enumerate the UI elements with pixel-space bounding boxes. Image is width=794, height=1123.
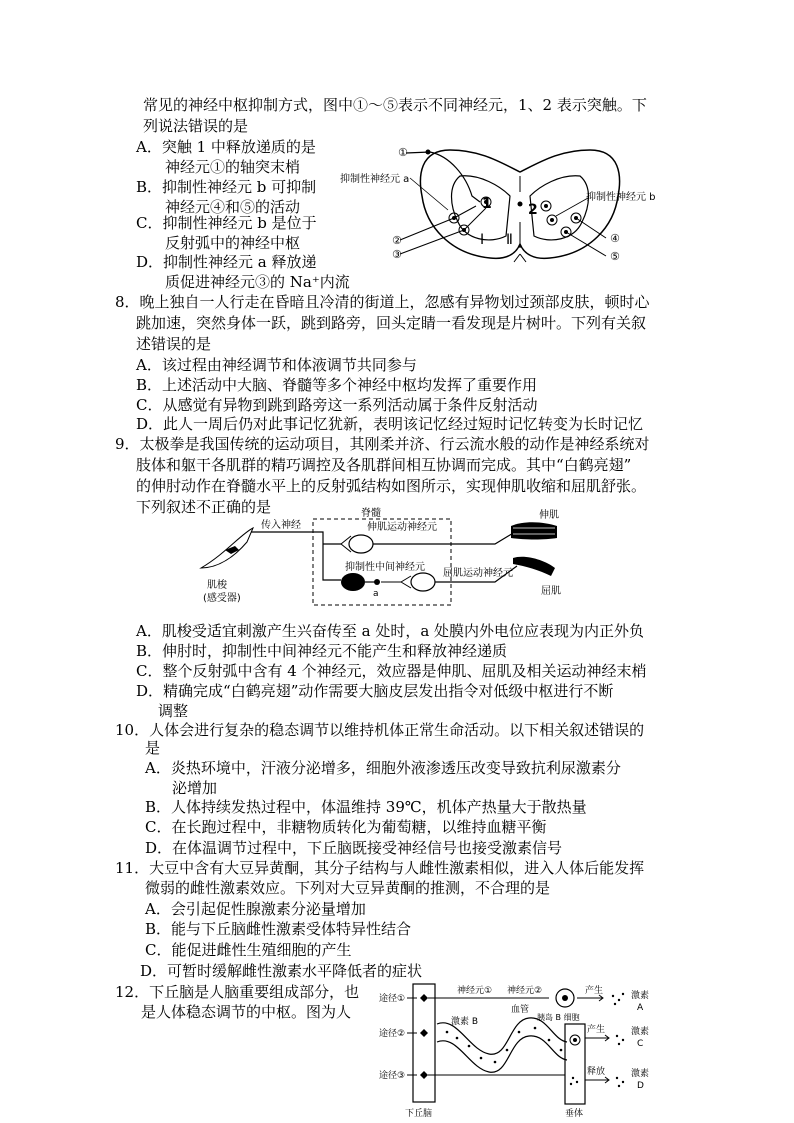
q8-option-a: A．该过程由神经调节和体液调节共同参与 bbox=[136, 356, 417, 374]
fig7-region-2: Ⅱ bbox=[506, 232, 513, 248]
q10-option-a: A．炎热环境中，汗液分泌增多，细胞外液渗透压改变导致抗利尿激素分 bbox=[145, 759, 621, 777]
q11-stem-line1: 11．大豆中含有大豆异黄酮，其分子结构与人雌性激素相似，进入人体后能发挥 bbox=[115, 859, 645, 877]
q10-option-c: C．在长跑过程中，非糖物质转化为葡萄糖，以维持血糖平衡 bbox=[145, 818, 547, 836]
fig7-label-inhib-a: 抑制性神经元 a bbox=[340, 174, 410, 185]
fig7-synapse-2: 2 bbox=[528, 202, 538, 218]
fig9-label-ext: 伸肌 bbox=[539, 510, 559, 521]
fig12-label-hormone-d: 激素 bbox=[631, 1069, 650, 1079]
fig9-label-a: a bbox=[373, 589, 379, 599]
fig7-label-n1: ① bbox=[398, 146, 408, 159]
fig7-label-n5: ⑤ bbox=[610, 250, 620, 263]
fig9-label-spinal: 脊髓 bbox=[361, 508, 381, 519]
q7-option-b-cont: 神经元④和⑤的活动 bbox=[165, 198, 301, 216]
fig12-label-hormone-a: 激素 bbox=[631, 991, 650, 1001]
fig7-synapse-1: 1 bbox=[482, 196, 492, 212]
hypothalamus-figure bbox=[377, 980, 667, 1121]
fig12-label-islet: 胰岛 B 细胞 bbox=[537, 1013, 580, 1022]
q7-stem-line1: 常见的神经中枢抑制方式，图中①～⑤表示不同神经元，1、2 表示突触。下 bbox=[143, 96, 647, 114]
q9-stem-line3: 的伸肘动作在脊髓水平上的反射弧结构如图所示，实现伸肌收缩和屈肌舒张。 bbox=[136, 477, 647, 495]
fig9-label-ext-motor: 伸肌运动神经元 bbox=[367, 522, 437, 533]
q7-option-c-cont: 反射弧中的神经中枢 bbox=[165, 234, 301, 252]
spinal-cord-figure bbox=[340, 136, 680, 266]
q8-stem-line3: 述错误的是 bbox=[136, 335, 212, 353]
fig12-label-neuron1: 神经元① bbox=[457, 986, 493, 996]
q12-stem-line2: 是人体稳态调节的中枢。图为人 bbox=[141, 1003, 352, 1021]
fig12-label-hormone-c: 激素 bbox=[631, 1027, 650, 1037]
q11-option-a: A．会引起促性腺激素分泌量增加 bbox=[145, 900, 366, 918]
q7-option-c: C．抑制性神经元 b 是位于 bbox=[136, 214, 317, 232]
q10-option-a-cont: 泌增加 bbox=[172, 779, 218, 797]
q7-option-d: D．抑制性神经元 a 释放递 bbox=[136, 253, 317, 271]
q11-stem-line2: 微弱的雌性激素效应。下列对大豆异黄酮的推测，不合理的是 bbox=[145, 879, 551, 897]
q7-option-a-cont: 神经元①的轴突末梢 bbox=[165, 158, 301, 176]
q8-option-c: C．从感觉有异物到跳到路旁这一系列活动属于条件反射活动 bbox=[136, 396, 538, 414]
fig12-label-hypo: 下丘脑 bbox=[405, 1109, 433, 1119]
q8-option-b: B．上述活动中大脑、脊髓等多个神经中枢均发挥了重要作用 bbox=[136, 376, 538, 394]
q10-stem-line1: 10．人体会进行复杂的稳态调节以维持机体正常生命活动。以下相关叙述错误的 bbox=[115, 721, 645, 739]
fig12-label-produce2: 产生 bbox=[587, 1025, 606, 1035]
q11-option-d: D．可暂时缓解雌性激素水平降低者的症状 bbox=[140, 962, 423, 980]
fig12-label-a: A bbox=[637, 1003, 644, 1013]
fig9-label-flex: 屈肌 bbox=[541, 586, 561, 597]
fig9-label-inter: 抑制性中间神经元 bbox=[345, 562, 425, 573]
q7-stem-line2: 列说法错误的是 bbox=[143, 117, 249, 135]
fig12-label-c: C bbox=[637, 1039, 644, 1049]
q10-option-d: D．在体温调节过程中，下丘脑既接受神经信号也接受激素信号 bbox=[145, 839, 563, 857]
q9-stem-line4: 下列叙述不正确的是 bbox=[136, 498, 272, 516]
q9-option-d: D．精确完成“白鹤亮翅”动作需要大脑皮层发出指令对低级中枢进行不断 bbox=[136, 682, 614, 700]
fig12-label-path3: 途径③ bbox=[379, 1071, 406, 1081]
fig12-label-vessel: 血管 bbox=[511, 1005, 530, 1015]
q9-option-b: B．伸肘时，抑制性中间神经元不能产生和释放神经递质 bbox=[136, 642, 508, 660]
fig7-label-n3: ③ bbox=[392, 248, 402, 261]
fig12-label-release: 释放 bbox=[587, 1067, 606, 1077]
q11-option-b: B．能与下丘脑雌性激素受体特异性结合 bbox=[145, 920, 412, 938]
q9-stem-line2: 肢体和躯干各肌群的精巧调控及各肌群间相互协调而完成。其中“白鹤亮翅” bbox=[136, 456, 632, 474]
fig12-label-path1: 途径① bbox=[379, 994, 406, 1004]
fig12-label-pituitary: 垂体 bbox=[565, 1109, 584, 1119]
q9-stem-line1: 9．太极拳是我国传统的运动项目，其刚柔并济、行云流水般的动作是神经系统对 bbox=[115, 435, 650, 453]
fig9-label-receptor: (感受器) bbox=[203, 593, 241, 604]
fig7-region-1: Ⅰ bbox=[480, 232, 485, 248]
q9-option-c: C．整个反射弧中含有 4 个神经元，效应器是伸肌、屈肌及相关运动神经末梢 bbox=[136, 662, 647, 680]
fig7-label-n2: ② bbox=[392, 234, 402, 247]
fig12-label-hormone-b: 激素 B bbox=[451, 1017, 479, 1027]
q7-option-a: A．突触 1 中释放递质的是 bbox=[136, 138, 316, 156]
q7-option-b: B．抑制性神经元 b 可抑制 bbox=[136, 178, 317, 196]
q8-stem-line2: 跳加速，突然身体一跃，跳到路旁，回头定睛一看发现是片树叶。下列有关叙 bbox=[136, 314, 647, 332]
q9-option-d-cont: 调整 bbox=[158, 702, 189, 720]
fig9-label-spindle: 肌梭 bbox=[207, 580, 227, 591]
fig7-label-n4: ④ bbox=[610, 232, 620, 245]
fig12-label-produce1: 产生 bbox=[585, 986, 604, 996]
q11-option-c: C．能促进雌性生殖细胞的产生 bbox=[145, 941, 352, 959]
q12-stem-line1: 12．下丘脑是人脑重要组成部分，也 bbox=[115, 983, 360, 1001]
fig12-label-d: D bbox=[637, 1081, 644, 1091]
q10-stem-line2: 是 bbox=[145, 739, 161, 757]
fig9-label-afferent: 传入神经 bbox=[261, 520, 301, 531]
fig7-label-inhib-b: 抑制性神经元 b bbox=[586, 192, 656, 203]
q7-option-d-cont: 质促进神经元③的 Na⁺内流 bbox=[165, 273, 350, 291]
fig9-label-flex-motor: 屈肌运动神经元 bbox=[443, 568, 513, 579]
fig12-label-neuron2: 神经元② bbox=[507, 986, 543, 996]
q8-stem-line1: 8．晚上独自一人行走在昏暗且冷清的街道上，忽感有异物划过颈部皮肤，顿时心 bbox=[115, 293, 650, 311]
reflex-arc-figure bbox=[195, 506, 585, 614]
q8-option-d: D．此人一周后仍对此事记忆犹新，表明该记忆经过短时记忆转变为长时记忆 bbox=[136, 415, 644, 433]
fig12-label-path2: 途径② bbox=[379, 1029, 406, 1039]
q9-option-a: A．肌梭受适宜刺激产生兴奋传至 a 处时，a 处膜内外电位应表现为内正外负 bbox=[136, 622, 645, 640]
q10-option-b: B．人体持续发热过程中，体温维持 39℃，机体产热量大于散热量 bbox=[145, 798, 587, 816]
